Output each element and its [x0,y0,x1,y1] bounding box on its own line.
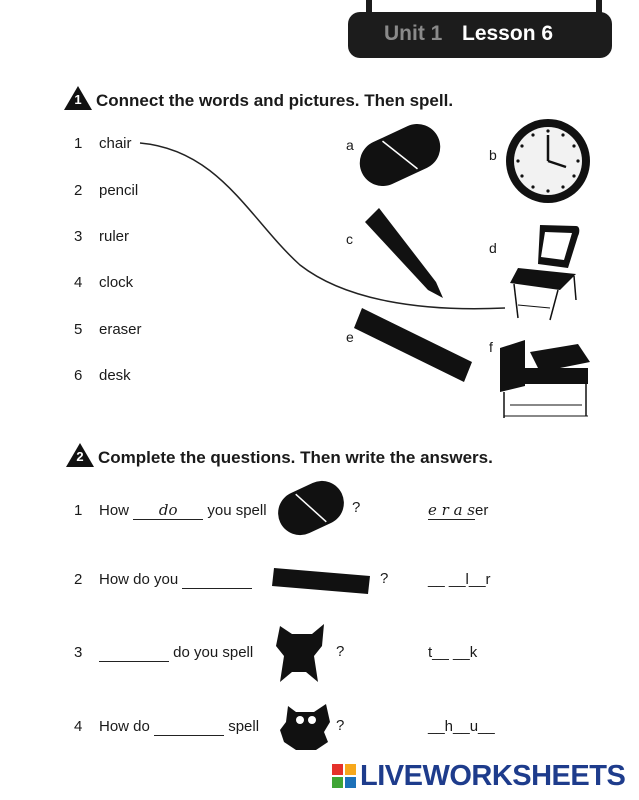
question-text: you spell [207,502,267,519]
word-label[interactable]: ruler [99,228,130,245]
question-blank-input[interactable]: do [133,501,203,520]
question-text: spell [228,718,260,735]
question-text: How do [99,718,150,735]
chair-icon [280,704,330,750]
question-number: 3 [74,644,83,661]
question-mark: ? [336,717,345,734]
lesson-label: Lesson 6 [462,22,554,45]
picture-letter-e: e [346,329,354,345]
word-label[interactable]: clock [99,274,134,291]
question-number: 4 [74,718,83,735]
word-number: 3 [74,228,83,245]
picture-letter-f: f [489,339,493,355]
picture-letter-d: d [489,240,497,256]
word-number: 5 [74,321,83,338]
question-text: do you spell [173,644,254,661]
question-text: How [99,502,130,519]
ruler-icon [272,568,370,594]
question-mark: ? [336,643,345,660]
answer-field[interactable]: __ __l__r [428,571,491,588]
eraser-icon [271,474,351,543]
exercise2-number: 2 [76,449,84,464]
word-label[interactable]: desk [99,367,131,384]
answer-suffix: er [475,502,489,519]
liveworksheets-logo-icon [332,764,356,788]
answer-field[interactable]: t__ __k [428,644,478,661]
word-label[interactable]: pencil [99,182,139,199]
picture-letter-a: a [346,137,354,153]
question-mark: ? [352,499,361,516]
exercise1-instruction: Connect the words and pictures. Then spell. [96,91,454,110]
desk-icon [276,624,324,682]
watermark-text: LIVEWORKSHEETS [360,760,626,792]
question-text: How do you [99,571,179,588]
picture-letter-b: b [489,147,497,163]
answer-field[interactable]: __h__u__ [428,718,495,735]
unit-label: Unit 1 [384,22,443,45]
question-number: 1 [74,502,83,519]
question-number: 2 [74,571,83,588]
exercise1-number: 1 [74,92,82,107]
word-number: 6 [74,367,83,384]
answer-written: e r a s [428,501,475,519]
word-number: 4 [74,274,83,291]
question-mark: ? [380,570,389,587]
word-number: 1 [74,135,83,152]
word-label[interactable]: chair [99,135,132,152]
word-label[interactable]: eraser [99,321,142,338]
picture-letter-c: c [346,231,353,247]
word-number: 2 [74,182,83,199]
exercise2-instruction: Complete the questions. Then write the answers. [98,448,493,467]
